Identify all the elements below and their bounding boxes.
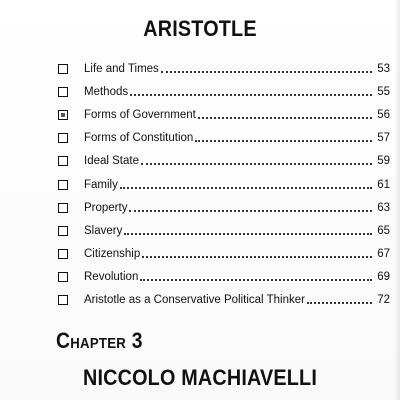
dot-leader: [130, 84, 372, 96]
toc-page-number: 67: [377, 248, 390, 261]
toc-item: [58, 266, 390, 289]
checkbox-icon: [58, 203, 68, 213]
toc-page-number: 72: [377, 294, 390, 307]
checkbox-icon: [58, 295, 68, 305]
toc-item: [58, 289, 390, 312]
toc-item: [58, 127, 390, 150]
checkbox-icon: [58, 180, 68, 190]
toc-item-label: Forms of Constitution: [84, 132, 194, 145]
toc-item-label: Forms of Government: [84, 108, 196, 121]
dot-leader: [161, 61, 372, 73]
toc-item-label: Ideal State: [84, 155, 139, 168]
toc-item: [58, 150, 390, 173]
toc-page-number: 53: [377, 62, 390, 75]
checkbox-icon: [58, 272, 68, 282]
toc-page-number: 59: [377, 155, 390, 168]
toc-item-label: Aristotle as a Conservative Political Thinker: [84, 294, 305, 307]
toc-item: [58, 57, 390, 80]
toc-item: [58, 196, 390, 219]
dot-leader: [198, 107, 372, 119]
toc-item-label: Citizenship: [84, 248, 141, 261]
toc-item-label: Property: [84, 201, 128, 214]
toc-item-label: Family: [84, 178, 118, 191]
toc-item-label: Methods: [84, 85, 129, 98]
toc-item: [58, 173, 390, 196]
toc-page-number: 55: [377, 85, 390, 98]
checkbox-icon: [58, 133, 68, 143]
dot-leader: [140, 269, 372, 281]
toc-item-label: Life and Times: [84, 62, 159, 75]
dot-leader: [142, 246, 372, 258]
toc-page-number: 69: [377, 271, 390, 284]
toc-page-number: 61: [377, 178, 390, 191]
toc-item-label: Slavery: [84, 224, 123, 237]
checkbox-icon: [58, 156, 68, 166]
toc-item: [58, 219, 390, 242]
checkbox-icon: [58, 64, 68, 74]
toc-item: [58, 243, 390, 266]
page-edge-shadow: [394, 0, 400, 400]
dot-leader: [195, 130, 372, 142]
dot-leader: [141, 153, 372, 165]
chapter-title: NICCOLO MACHIAVELLI: [82, 365, 318, 390]
table-of-contents: [58, 57, 390, 312]
checkbox-icon: [58, 249, 68, 259]
toc-page-number: 56: [377, 108, 390, 121]
chapter-label: Chapter 3: [56, 328, 143, 353]
section-title: ARISTOTLE: [143, 16, 257, 41]
checkbox-icon: [58, 110, 68, 120]
toc-page-number: 63: [377, 201, 390, 214]
toc-page-number: 57: [377, 132, 390, 145]
checkbox-icon: [58, 87, 68, 97]
checkbox-icon: [58, 226, 68, 236]
dot-leader: [120, 177, 372, 189]
toc-page-number: 65: [377, 224, 390, 237]
toc-item: [58, 103, 390, 126]
dot-leader: [129, 200, 372, 212]
dot-leader: [307, 292, 372, 304]
toc-item-label: Revolution: [84, 271, 139, 284]
toc-item: [58, 80, 390, 103]
dot-leader: [124, 223, 372, 235]
